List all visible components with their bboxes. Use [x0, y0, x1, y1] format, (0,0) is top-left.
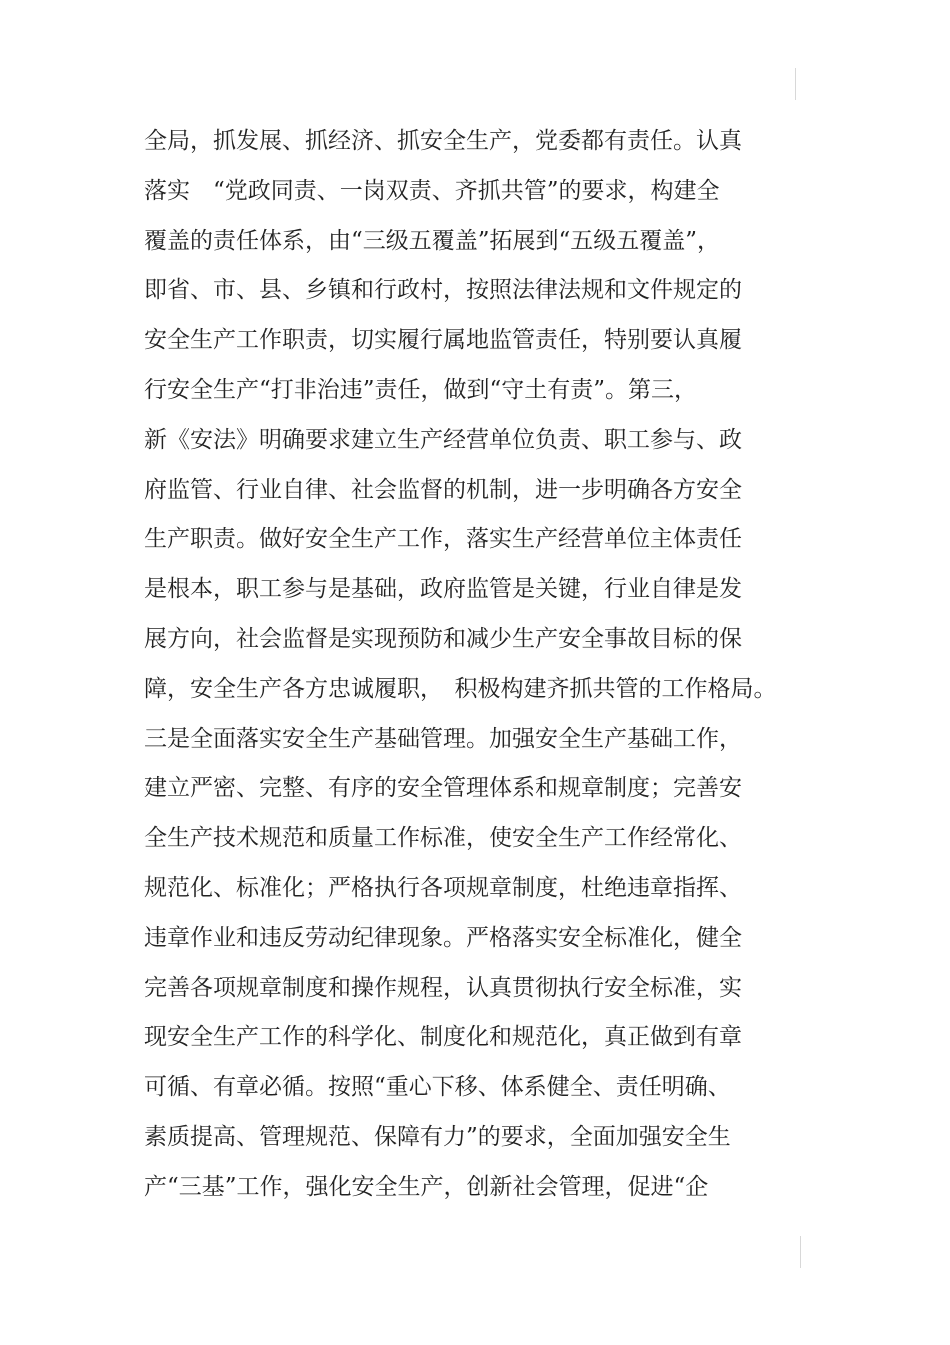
text-line: 全局，抓发展、抓经济、抓安全生产，党委都有责任。认真 — [144, 128, 742, 154]
page-corner-mark-top — [795, 68, 796, 100]
text-line: 生产职责。做好安全生产工作，落实生产经营单位主体责任 — [144, 526, 742, 553]
text-line: 违章作业和违反劳动纪律现象。严格落实安全标准化，健全 — [144, 924, 742, 951]
text-line: 覆盖的责任体系，由“三级五覆盖”拓展到“五级五覆盖”， — [144, 227, 721, 254]
text-line: 府监管、行业自律、社会监督的机制，进一步明确各方安全 — [144, 476, 742, 503]
body-text — [144, 120, 804, 1216]
text-line: 建立严密、完整、有序的安全管理体系和规章制度；完善安 — [144, 775, 742, 802]
text-line: 全生产技术规范和质量工作标准，使安全生产工作经常化、 — [144, 825, 742, 852]
text-line: 展方向，社会监督是实现预防和减少生产安全事故目标的保 — [144, 625, 742, 652]
text-line: 三是全面落实安全生产基础管理。加强安全生产基础工作， — [144, 725, 742, 752]
text-line: 安全生产工作职责，切实履行属地监管责任，特别要认真履 — [144, 327, 742, 354]
text-line: 落实 “党政同责、一岗双责、齐抓共管”的要求，构建全 — [144, 177, 720, 204]
text-line: 规范化、标准化；严格执行各项规章制度，杜绝违章指挥、 — [144, 874, 742, 901]
text-line: 可循、有章必循。按照“重心下移、体系健全、责任明确、 — [144, 1074, 731, 1101]
text-line: 即省、市、县、乡镇和行政村，按照法律法规和文件规定的 — [144, 277, 742, 304]
text-line: 产“三基”工作，强化安全生产，创新社会管理，促进“企 — [144, 1173, 709, 1200]
text-line: 新《安法》明确要求建立生产经营单位负责、职工参与、政 — [144, 426, 742, 453]
text-line: 是根本，职工参与是基础，政府监管是关键，行业自律是发 — [144, 576, 742, 603]
page-corner-mark-bottom — [800, 1236, 801, 1268]
text-line: 完善各项规章制度和操作规程，认真贯彻执行安全标准，实 — [144, 974, 742, 1001]
text-line: 素质提高、管理规范、保障有力”的要求，全面加强安全生 — [144, 1123, 731, 1150]
text-line: 行安全生产“打非治违”责任，做到“守土有责”。第三， — [144, 376, 698, 403]
text-line: 现安全生产工作的科学化、制度化和规范化，真正做到有章 — [144, 1024, 742, 1051]
text-line: 障，安全生产各方忠诚履职， 积极构建齐抓共管的工作格局。 — [144, 675, 777, 702]
